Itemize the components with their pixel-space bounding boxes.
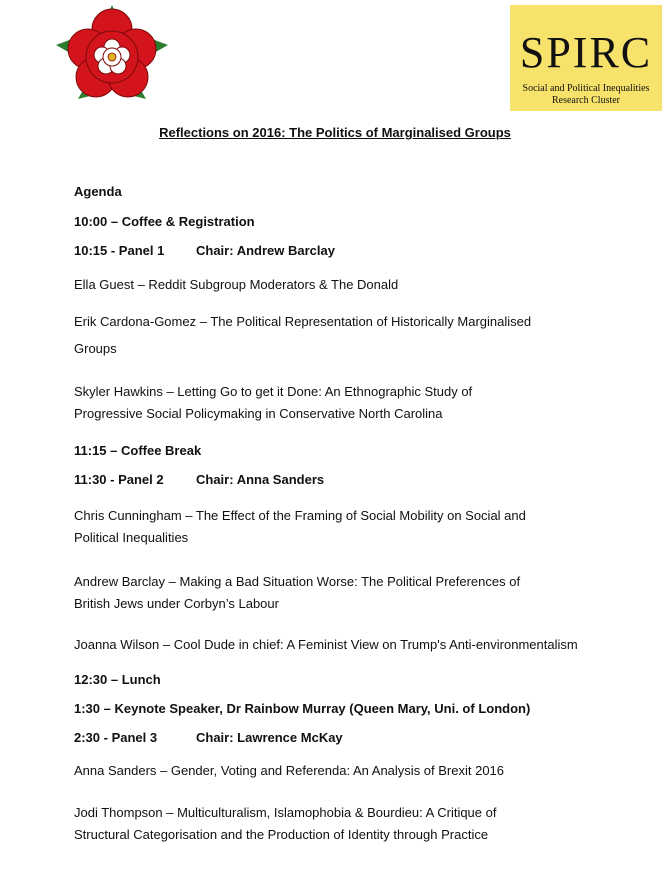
panel-2-time: 11:30 - Panel 2 (74, 472, 164, 487)
talk-erik-cardona-gomez (74, 311, 634, 360)
agenda-heading: Agenda (74, 184, 122, 199)
coffee-break: 11:15 – Coffee Break (74, 443, 202, 458)
talk-line: Chris Cunningham – The Effect of the Framing of Social Mobility on Social and (74, 508, 526, 523)
page-title: Reflections on 2016: The Politics of Marginalised Groups (159, 125, 511, 140)
talk-line: Jodi Thompson – Multiculturalism, Islamophobia & Bourdieu: A Critique of (74, 805, 497, 820)
coffee-registration: 10:00 – Coffee & Registration (74, 214, 255, 229)
panel-2-chair: Chair: Anna Sanders (196, 472, 325, 487)
talk-chris-cunningham (74, 505, 634, 549)
talk-line: Structural Categorisation and the Production of Identity through Practice (74, 827, 489, 842)
talk-skyler-hawkins (74, 381, 634, 425)
talk-anna-sanders: Anna Sanders – Gender, Voting and Referenda: An Analysis of Brexit 2016 (74, 763, 505, 778)
talk-joanna-wilson: Joanna Wilson – Cool Dude in chief: A Feminist View on Trump's Anti-environmentalism (74, 637, 578, 652)
logo-name: SPIRC (519, 28, 653, 77)
spirc-logo (510, 5, 662, 111)
panel-1-time: 10:15 - Panel 1 (74, 243, 165, 258)
panel-1-heading (74, 243, 634, 258)
panel-2-heading (74, 472, 634, 487)
talk-line: Groups (74, 341, 117, 356)
talk-andrew-barclay (74, 571, 634, 615)
talk-jodi-thompson (74, 802, 634, 846)
panel-3-time: 2:30 - Panel 3 (74, 730, 158, 745)
panel-3-heading (74, 730, 634, 745)
keynote: 1:30 – Keynote Speaker, Dr Rainbow Murray (Queen Mary, Uni. of London) (74, 701, 531, 716)
logo-subtitle-line1: Social and Political Inequalities (522, 83, 650, 94)
talk-line: Erik Cardona-Gomez – The Political Representation of Historically Marginalised (74, 314, 532, 329)
logo-subtitle-line2: Research Cluster (551, 95, 621, 106)
talk-line: Andrew Barclay – Making a Bad Situation Worse: The Political Preferences of (74, 574, 521, 589)
panel-1-chair: Chair: Andrew Barclay (196, 243, 335, 258)
talk-ella-guest: Ella Guest – Reddit Subgroup Moderators & The Donald (74, 277, 399, 292)
rose-icon (56, 5, 168, 105)
panel-3-chair: Chair: Lawrence McKay (196, 730, 343, 745)
lunch: 12:30 – Lunch (74, 672, 161, 687)
talk-line: British Jews under Corbyn’s Labour (74, 596, 279, 611)
talk-line: Skyler Hawkins – Letting Go to get it Done: An Ethnographic Study of (74, 384, 473, 399)
talk-line: Progressive Social Policymaking in Conservative North Carolina (74, 406, 443, 421)
talk-line: Political Inequalities (74, 530, 189, 545)
logo-subtitle (510, 83, 662, 107)
